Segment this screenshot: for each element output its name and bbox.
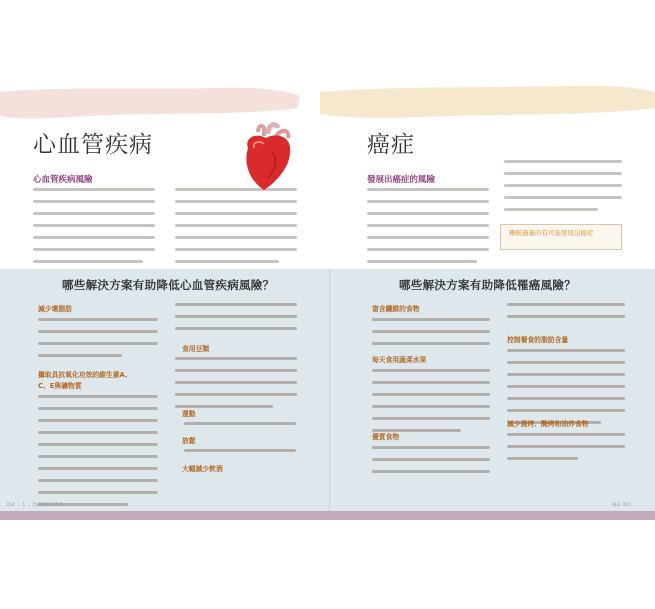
callout-text: 糟糕過量的有可能發展出癌症 <box>509 229 594 237</box>
heart-icon <box>236 122 298 192</box>
item-title-right-5: 減少燒烤、醃烤和油炸食物 <box>507 420 589 428</box>
item-text-left-col2-top <box>175 303 297 339</box>
callout-box <box>500 224 622 250</box>
item-text-left-5 <box>184 449 296 461</box>
item-title-left-2: 攝取具抗氧化功效的維生素A、 <box>38 371 132 379</box>
item-text-right-col2-top <box>507 303 625 327</box>
item-title-left-3: 食用豆類 <box>182 345 210 353</box>
footer-left: 314 ｜ 5 ｜ 冰箱裡的大革命 <box>6 503 64 508</box>
question-heading-right: 哪些解決方案有助降低罹癌風險？ <box>399 278 576 292</box>
page-title-right: 癌症 <box>367 132 415 158</box>
item-title-right-3: 優質食物 <box>372 433 400 441</box>
item-title-left-5: 放鬆 <box>182 437 196 445</box>
page-title-left: 心血管疾病 <box>33 132 153 158</box>
body-text-right-col1 <box>367 188 489 272</box>
item-title-right-4: 控制餐食的脂肪含量 <box>507 336 569 344</box>
item-title-left-2b: C、E與礦物質 <box>38 382 82 390</box>
item-text-right-3 <box>372 446 490 482</box>
item-title-left-1: 減少壞脂肪 <box>38 305 72 313</box>
brush-stroke-right <box>320 84 655 120</box>
brush-stroke-left <box>0 86 300 120</box>
body-text-right-col2 <box>504 160 622 220</box>
subtitle-left: 心血管疾病風險 <box>33 175 93 185</box>
footer-right: 癌症 315 <box>612 503 632 508</box>
item-title-right-1: 富含纖維的食物 <box>372 305 420 313</box>
item-text-left-2 <box>38 395 158 515</box>
item-title-left-4: 運動 <box>182 410 196 418</box>
page-gutter <box>329 269 330 511</box>
item-text-left-1 <box>38 318 158 366</box>
body-text-left-col1 <box>33 188 155 272</box>
question-heading-left: 哪些解決方案有助降低心血管疾病風險？ <box>62 278 275 292</box>
item-text-left-4 <box>184 422 296 434</box>
item-title-left-6: 大幅減少飲酒 <box>182 465 223 473</box>
item-text-right-5 <box>507 433 625 469</box>
subtitle-right: 發展出癌症的風險 <box>367 175 436 185</box>
item-title-right-2: 每天食用蔬菜水果 <box>372 356 427 364</box>
footer-bar <box>0 511 655 520</box>
item-text-right-1 <box>372 318 490 354</box>
body-text-left-col2 <box>175 188 297 272</box>
